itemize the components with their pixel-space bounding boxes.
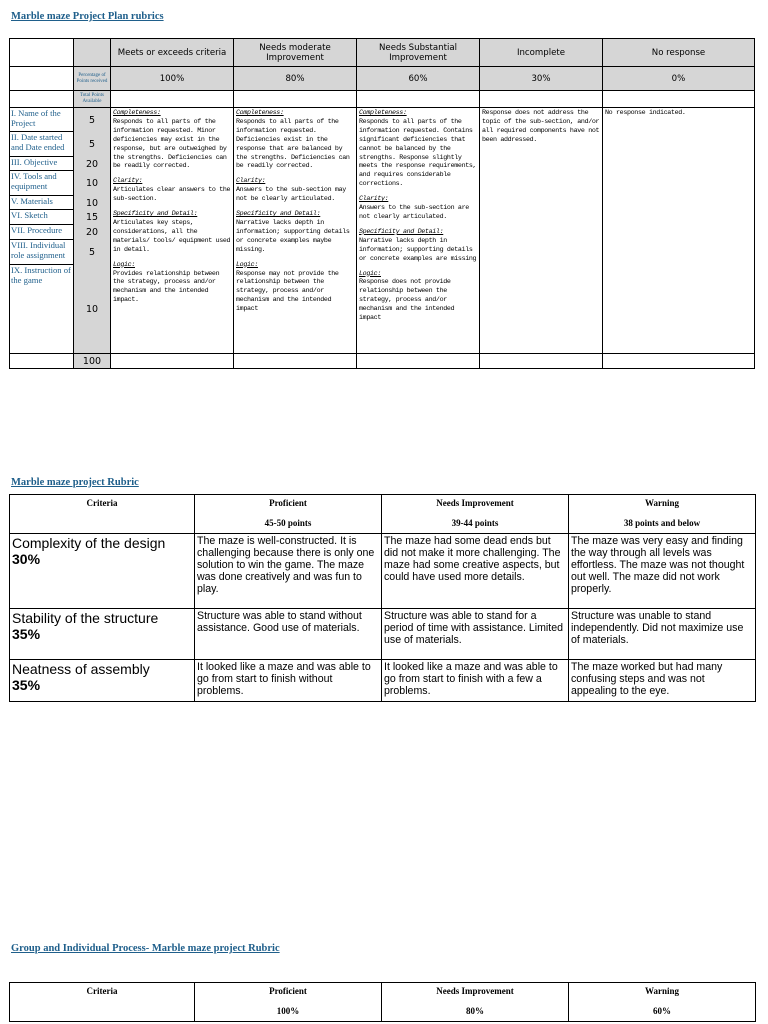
weight-complexity: 30%	[12, 551, 41, 567]
points-5: 10	[85, 197, 99, 209]
moderate-logic-text: Response may not provide the relationship between the strategy, process and/or mechanism and the intended impact	[236, 269, 339, 314]
level3-needs-improvement: Needs Improvement 80%	[382, 983, 569, 1022]
blank-label-cell-2	[10, 91, 74, 108]
pct3-proficient: 100%	[276, 1006, 300, 1016]
criterion-4: IV. Tools and equipment	[10, 171, 73, 196]
points-2: 5	[88, 139, 96, 150]
meets-completeness-head: Completeness:	[113, 109, 161, 117]
section1-title: Marble maze Project Plan rubrics	[11, 11, 164, 22]
pct-meets: 100%	[111, 67, 234, 91]
points-4: 10	[85, 178, 99, 189]
level3-proficient: Proficient 100%	[195, 983, 382, 1022]
level-needs-improvement: Needs Improvement 39-44 points	[382, 495, 569, 534]
desc-substantial	[357, 108, 480, 354]
pct-substantial: 60%	[357, 67, 480, 91]
blank-points-header	[74, 39, 111, 67]
pct3-needs-improvement: 80%	[466, 1006, 484, 1016]
row-stability: Stability of the structure 35%	[10, 609, 195, 660]
points-1: 5	[88, 114, 96, 126]
blank-label-cell	[10, 67, 74, 91]
moderate-specificity-text: Narrative lacks depth in information; supporting details or concrete examples maybe missing.	[236, 218, 350, 254]
substantial-clarity-text: Answers to the sub-section are not clearly articulated.	[359, 204, 469, 221]
desc-moderate	[234, 108, 357, 354]
neatness-needs-improvement: It looked like a maze and was able to go from start to finish with a few a problems.	[382, 660, 569, 702]
stability-needs-improvement: Structure was able to stand for a period of time with assistance. Limited use of materials.	[382, 609, 569, 660]
points-6: 15	[85, 212, 99, 223]
complexity-warning: The maze was very easy and finding the way through all levels was effortless. The maze was not thought out well. The maze did not work properly.	[569, 534, 756, 609]
substantial-logic-head: Logic:	[359, 269, 381, 278]
criteria-header-3: Criteria	[10, 983, 195, 1022]
moderate-completeness-text: Responds to all parts of the information requested. Deficiencies exist in the response that are balanced by the strengths. Deficiencies can be readily corrected.	[236, 117, 350, 171]
points-list	[74, 108, 111, 354]
level-proficient: Proficient 45-50 points	[195, 495, 382, 534]
pct3-warning: 60%	[653, 1006, 671, 1016]
weight-stability: 35%	[12, 626, 41, 642]
substantial-completeness-text: Responds to all parts of the information requested. Contains significant deficiencies that cannot be balanced by the strengths. Response slightly meets the response requirements, and requires considerable corrections.	[359, 117, 477, 189]
project-plan-rubric-table	[9, 38, 755, 369]
points-7: 20	[85, 227, 99, 238]
criterion-1: I. Name of the Project	[10, 108, 73, 132]
criteria-header: Criteria	[10, 495, 195, 534]
pct-no-response: 0%	[603, 67, 755, 91]
level-header-moderate: Needs moderate Improvement	[234, 39, 357, 67]
criterion-8: VIII. Individual role assignment	[10, 240, 73, 265]
moderate-logic-head: Logic:	[236, 260, 258, 269]
moderate-completeness-head: Completeness:	[236, 109, 284, 117]
criterion-9: IX. Instruction of the game	[11, 265, 71, 286]
substantial-clarity-head: Clarity:	[359, 195, 389, 204]
criterion-7: VII. Procedure	[10, 225, 73, 240]
points-3: 20	[85, 158, 99, 170]
desc-meets	[111, 108, 234, 354]
level-header-no-response: No response	[603, 39, 755, 67]
meets-specificity-head: Specificity and Detail:	[113, 210, 198, 219]
substantial-completeness-head: Completeness:	[359, 109, 407, 117]
level3-warning: Warning 60%	[569, 983, 756, 1022]
level-header-meets: Meets or exceeds criteria	[111, 39, 234, 67]
substantial-specificity-head: Specificity and Detail:	[359, 227, 444, 236]
meets-clarity-text: Articulates clear answers to the sub-section.	[113, 186, 231, 204]
points-8: 5	[88, 247, 96, 258]
desc-incomplete: Response does not address the topic of the sub-section, and/or all required components have not been addressed.	[480, 108, 603, 354]
substantial-logic-text: Response does not provide relationship between the strategy, process and/or mechanism and the intended impact	[359, 278, 455, 323]
criterion-5: V. Materials	[10, 196, 73, 210]
points-proficient: 45-50 points	[264, 518, 312, 528]
meets-specificity-text: Articulates key steps, considerations, all the materials/ tools/ equipment used in detail.	[113, 218, 231, 254]
moderate-clarity-head: Clarity:	[236, 177, 266, 186]
pct-moderate: 80%	[234, 67, 357, 91]
meets-logic-text: Provides relationship between the strategy, process and/or mechanism and the intended impact.	[113, 269, 220, 305]
stability-warning: Structure was unable to stand independently. Did not maximize use of materials.	[569, 609, 756, 660]
section2-title: Marble maze project Rubric	[11, 477, 139, 488]
project-rubric-table	[9, 494, 756, 702]
points-needs-improvement: 39-44 points	[451, 518, 499, 528]
moderate-specificity-head: Specificity and Detail:	[236, 210, 321, 219]
meets-logic-head: Logic:	[113, 260, 135, 269]
stability-proficient: Structure was able to stand without assistance. Good use of materials.	[195, 609, 382, 660]
level-warning: Warning 38 points and below	[569, 495, 756, 534]
criteria-list	[10, 108, 74, 354]
substantial-specificity-text: Narrative lacks depth in information; supporting details or concrete examples are missing	[359, 236, 477, 263]
pct-incomplete: 30%	[480, 67, 603, 91]
total-label-cell	[10, 354, 74, 369]
points-9: 10	[85, 303, 99, 315]
total-points: 100	[74, 354, 111, 369]
meets-completeness-text: Responds to all parts of the information requested. Minor deficiencies may exist in the response, but are outweighed by the strengths. Deficiencies can be readily corrected.	[113, 117, 227, 171]
blank-corner	[10, 39, 74, 67]
criterion-2: II. Date started and Date ended	[10, 132, 73, 157]
pct-received-label: Percentage of Points received	[74, 67, 111, 91]
meets-clarity-head: Clarity:	[113, 177, 143, 186]
complexity-proficient: The maze is well-constructed. It is challenging because there is only one solution to win the game. The maze was done creatively and was fun to play.	[195, 534, 382, 609]
criterion-6: VI. Sketch	[10, 210, 73, 225]
section3-title: Group and Individual Process- Marble maze project Rubric	[11, 943, 280, 954]
total-available-label: Total Points Available	[74, 91, 111, 108]
moderate-clarity-text: Answers to the sub-section may not be clearly articulated.	[236, 186, 346, 204]
complexity-needs-improvement: The maze had some dead ends but did not make it more challenging. The maze had some creative aspects, but could have used more details.	[382, 534, 569, 609]
neatness-proficient: It looked like a maze and was able to go from start to finish without problems.	[195, 660, 382, 702]
level-header-incomplete: Incomplete	[480, 39, 603, 67]
group-process-rubric-table	[9, 982, 756, 1022]
points-warning: 38 points and below	[623, 518, 701, 528]
neatness-warning: The maze worked but had many confusing steps and was not appealing to the eye.	[569, 660, 756, 702]
criterion-3: III. Objective	[10, 157, 73, 171]
desc-no-response: No response indicated.	[603, 108, 755, 354]
row-complexity: Complexity of the design 30%	[10, 534, 195, 609]
weight-neatness: 35%	[12, 677, 41, 693]
row-neatness: Neatness of assembly 35%	[10, 660, 195, 702]
level-header-substantial: Needs Substantial Improvement	[357, 39, 480, 67]
